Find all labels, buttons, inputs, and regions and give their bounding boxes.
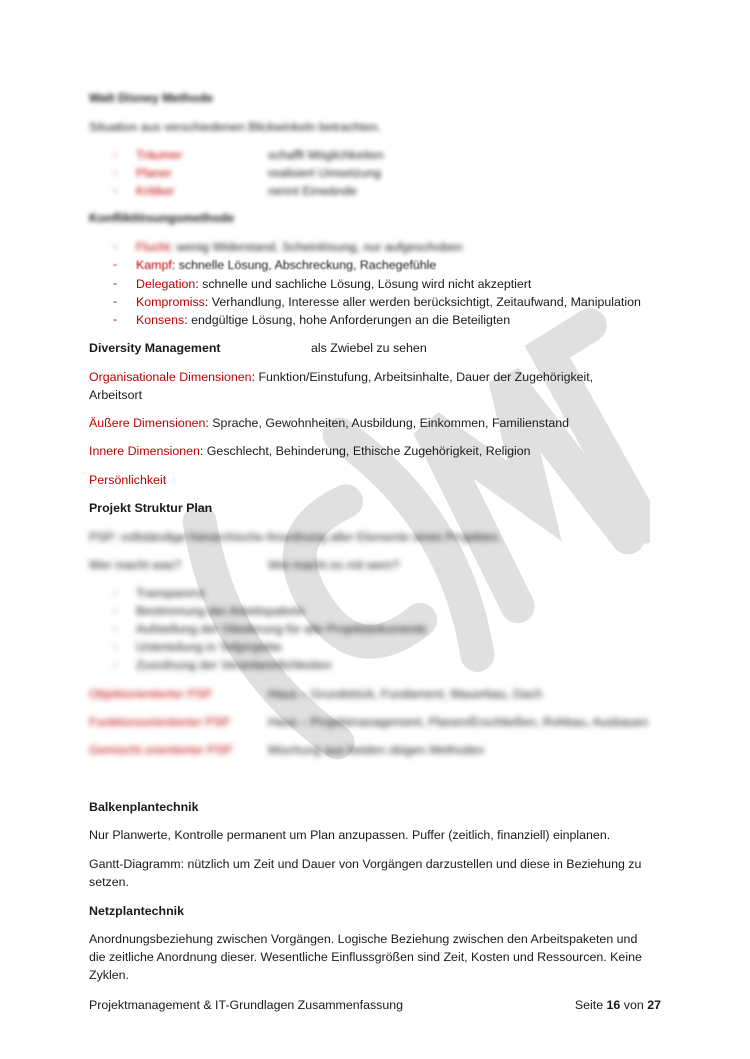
konflikt-term: Kampf [136, 258, 172, 272]
list-dash: - [113, 257, 118, 271]
diversity-title: Diversity Management [89, 341, 221, 355]
netz-title: Netzplantechnik [89, 904, 185, 918]
list-dash: - [113, 183, 118, 197]
psp-item: Aufstellung der Gliederung für alle Projektdokumente [136, 622, 427, 636]
diversity-note: als Zwiebel zu sehen [311, 341, 427, 355]
list-dash: - [113, 621, 118, 635]
disney-role: Träumer [136, 148, 183, 162]
diversity-org-line2: Arbeitsort [89, 388, 143, 402]
page-number [575, 998, 661, 1012]
konflikt-term: Flucht [136, 240, 170, 254]
page-mid: von [620, 998, 648, 1012]
psp-type-desc: Haus – Grundstück, Fundament, Mauerbau, Dach [268, 687, 543, 701]
disney-desc: realisiert Umsetzung [268, 166, 381, 180]
konflikt-term: Delegation [136, 277, 196, 291]
psp-type-desc: Haus – Projektmanagement, Planen/Erschließen, Rohbau, Ausbauen [268, 715, 649, 729]
disney-title: Walt Disney Methode [89, 91, 214, 105]
psp-type-name: Funktionsorientierter PSP [89, 715, 231, 729]
list-dash: - [113, 603, 118, 617]
disney-desc: schafft Möglichkeiten [268, 148, 384, 162]
konflikt-desc: : schnelle Lösung, Abschreckung, Rachegefühle [171, 258, 437, 272]
disney-role: Kritiker [136, 184, 175, 198]
balken-p2-line2: setzen. [89, 875, 129, 889]
konflikt-desc: : wenig Widerstand, Scheinlösung, nur aufgeschoben [169, 240, 463, 254]
psp-item: Zuordnung der Verantwortlichkeiten [136, 658, 332, 672]
konflikt-item [136, 294, 641, 310]
diversity-aeussere-desc: : Sprache, Gewohnheiten, Ausbildung, Einkommen, Familienstand [205, 416, 570, 430]
psp-type-name: Gemischt orientierter PSP [89, 743, 233, 757]
netz-p1-line1: Anordnungsbeziehung zwischen Vorgängen. Logische Beziehung zwischen den Arbeitspaketen und [89, 932, 638, 946]
list-dash: - [113, 312, 118, 326]
list-dash: - [113, 639, 118, 653]
konflikt-desc: : endgültige Lösung, hohe Anforderungen an die Beteiligten [184, 313, 511, 327]
konflikt-title: Konfliktlösungsmethode [89, 211, 235, 225]
diversity-aeussere-term: Äußere Dimensionen [89, 416, 206, 430]
page-footer [89, 998, 661, 1012]
netz-p1-line2: die zeitliche Anordnung dieser. Wesentliche Einflussgrößen sind Zeit, Kosten und Ressourcen. Keine [89, 950, 642, 964]
diversity-aeussere [89, 415, 569, 431]
konflikt-item [136, 239, 463, 255]
diversity-innere-desc: : Geschlecht, Behinderung, Ethische Zugehörigkeit, Religion [199, 444, 531, 458]
konflikt-item [136, 257, 436, 273]
disney-intro: Situation aus verschiedenen Blickwinkeln betrachten. [89, 120, 382, 134]
disney-desc: nennt Einwände [268, 184, 357, 198]
diversity-org-desc: : Funktion/Einstufung, Arbeitsinhalte, Dauer der Zugehörigkeit, [251, 370, 594, 384]
psp-item: Transparenz [136, 586, 206, 600]
diversity-org-line1 [89, 369, 593, 385]
psp-question-1: Wer macht was? [89, 558, 182, 572]
list-dash: - [113, 657, 118, 671]
psp-question-2: Wie macht es mit wem? [268, 558, 400, 572]
konflikt-item [136, 276, 531, 292]
list-dash: - [113, 585, 118, 599]
psp-item: Bestimmung der Arbeitspakete [136, 604, 305, 618]
konflikt-desc: : Verhandlung, Interesse aller werden berücksichtigt, Zeitaufwand, Manipulation [204, 295, 641, 309]
page-total: 27 [647, 998, 661, 1012]
netz-p1-line3: Zyklen. [89, 968, 129, 982]
psp-type-desc: Mischung aus beiden obigen Methoden [268, 743, 485, 757]
konflikt-item [136, 312, 510, 328]
konflikt-term: Konsens [136, 313, 185, 327]
list-dash: - [113, 147, 118, 161]
page-prefix: Seite [574, 998, 607, 1012]
diversity-innere [89, 443, 531, 459]
balken-p2-line1: Gantt-Diagramm: nützlich um Zeit und Dauer von Vorgängen darzustellen und diese in Beziehung zu [89, 857, 642, 871]
diversity-persoenlichkeit: Persönlichkeit [89, 473, 167, 487]
list-dash: - [113, 165, 118, 179]
diversity-innere-term: Innere Dimensionen [89, 444, 200, 458]
balken-p1: Nur Planwerte, Kontrolle permanent um Plan anzupassen. Puffer (zeitlich, finanziell) einplanen. [89, 828, 611, 842]
diversity-org-term: Organisationale Dimensionen [89, 370, 252, 384]
psp-item: Unterteilung in Teilprojekte [136, 640, 282, 654]
konflikt-desc: : schnelle und sachliche Lösung, Lösung wird nicht akzeptiert [195, 277, 532, 291]
list-dash: - [113, 239, 118, 253]
svg-text:(C)MF: (C)MF [400, 550, 403, 551]
psp-title: Projekt Struktur Plan [89, 501, 213, 515]
page-current: 16 [606, 998, 621, 1012]
list-dash: - [113, 294, 118, 308]
disney-role: Planer [136, 166, 172, 180]
psp-type-name: Objektorientierter PSP [89, 687, 213, 701]
list-dash: - [113, 276, 118, 290]
footer-title: Projektmanagement & IT-Grundlagen Zusammenfassung [89, 998, 404, 1012]
konflikt-term: Kompromiss [136, 295, 205, 309]
balken-title: Balkenplantechnik [89, 800, 199, 814]
psp-definition: PSP: vollständige hierarchische Anordnung aller Elemente eines Projektes. [89, 530, 501, 544]
